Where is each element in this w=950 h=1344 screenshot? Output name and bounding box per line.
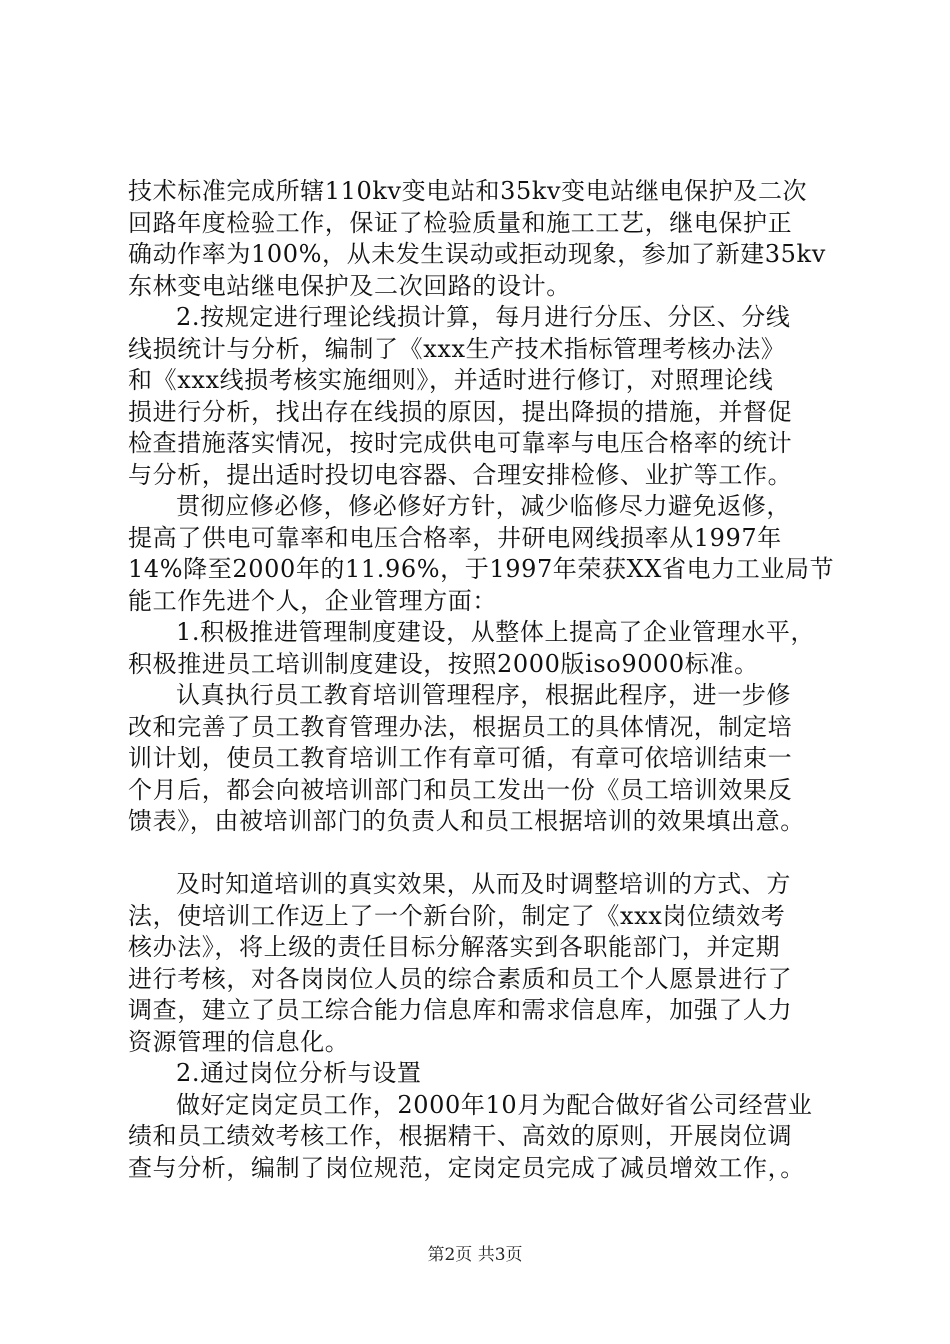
paragraph-line: 调查，建立了员工综合能力信息库和需求信息库，加强了人力 — [128, 996, 793, 1024]
paragraph-line: 2.通过岗位分析与设置 — [176, 1059, 422, 1087]
paragraph-line: 能工作先进个人，企业管理方面： — [128, 586, 497, 615]
paragraph-line: 贯彻应修必修，修必修好方针，减少临修尽力避免返修， — [176, 492, 791, 520]
paragraph-line: 1.积极推进管理制度建设，从整体上提高了企业管理水平， — [176, 618, 816, 646]
paragraph-line: 技术标准完成所辖110kv变电站和35kv变电站继电保护及二次 — [128, 177, 808, 205]
paragraph-line: 积极推进员工培训制度建设，按照2000版iso9000标准。 — [128, 649, 759, 678]
paragraph-line: 14%降至2000年的11.96%，于1997年荣获XX省电力工业局节 — [128, 555, 835, 583]
paragraph-line: 资源管理的信息化。 — [128, 1027, 350, 1056]
paragraph-line: 法，使培训工作迈上了一个新台阶，制定了《xxx岗位绩效考 — [128, 901, 786, 930]
paragraph-line: 东林变电站继电保护及二次回路的设计。 — [128, 271, 571, 300]
paragraph-line: 与分析，提出适时投切电容器、合理安排检修、业扩等工作。 — [128, 460, 793, 489]
paragraph-line: 及时知道培训的真实效果，从而及时调整培训的方式、方 — [176, 870, 791, 898]
page-footer: 第2页 共3页 — [427, 1245, 523, 1265]
paragraph-line: 个月后，都会向被培训部门和员工发出一份《员工培训效果反 — [128, 775, 793, 804]
paragraph-line: 馈表》，由被培训部门的负责人和员工根据培训的效果填出意。 — [128, 807, 805, 835]
paragraph-line: 训计划，使员工教育培训工作有章可循，有章可依培训结束一 — [128, 744, 793, 772]
paragraph-line: 提高了供电可靠率和电压合格率，井研电网线损率从1997年 — [128, 523, 782, 552]
document-body — [128, 176, 838, 1184]
paragraph-line: 检查措施落实情况，按时完成供电可靠率与电压合格率的统计 — [128, 429, 793, 457]
paragraph-line: 和《xxx线损考核实施细则》，并适时进行修订，对照理论线 — [128, 366, 774, 394]
paragraph-line: 进行考核，对各岗岗位人员的综合素质和员工个人愿景进行了 — [128, 964, 793, 993]
paragraph-gap — [128, 838, 838, 870]
paragraph-line: 线损统计与分析，编制了《xxx生产技术指标管理考核办法》 — [128, 334, 786, 363]
paragraph-line: 2.按规定进行理论线损计算，每月进行分压、分区、分线 — [176, 303, 791, 331]
paragraph-line: 确动作率为100%，从未发生误动或拒动现象，参加了新建35kv — [128, 240, 826, 268]
paragraph-line: 回路年度检验工作，保证了检验质量和施工工艺，继电保护正 — [128, 208, 793, 237]
paragraph-line: 查与分析，编制了岗位规范，定岗定员完成了减员增效工作，。 — [128, 1153, 805, 1182]
paragraph-line: 做好定岗定员工作，2000年10月为配合做好省公司经营业 — [176, 1090, 813, 1119]
paragraph-line: 改和完善了员工教育管理办法，根据员工的具体情况，制定培 — [128, 712, 793, 741]
paragraph-line: 损进行分析，找出存在线损的原因，提出降损的措施，并督促 — [128, 397, 793, 426]
paragraph-line: 认真执行员工教育培训管理程序，根据此程序，进一步修 — [176, 681, 791, 709]
paragraph-line: 核办法》，将上级的责任目标分解落实到各职能部门，并定期 — [128, 933, 781, 961]
paragraph-line: 绩和员工绩效考核工作，根据精干、高效的原则，开展岗位调 — [128, 1122, 793, 1150]
